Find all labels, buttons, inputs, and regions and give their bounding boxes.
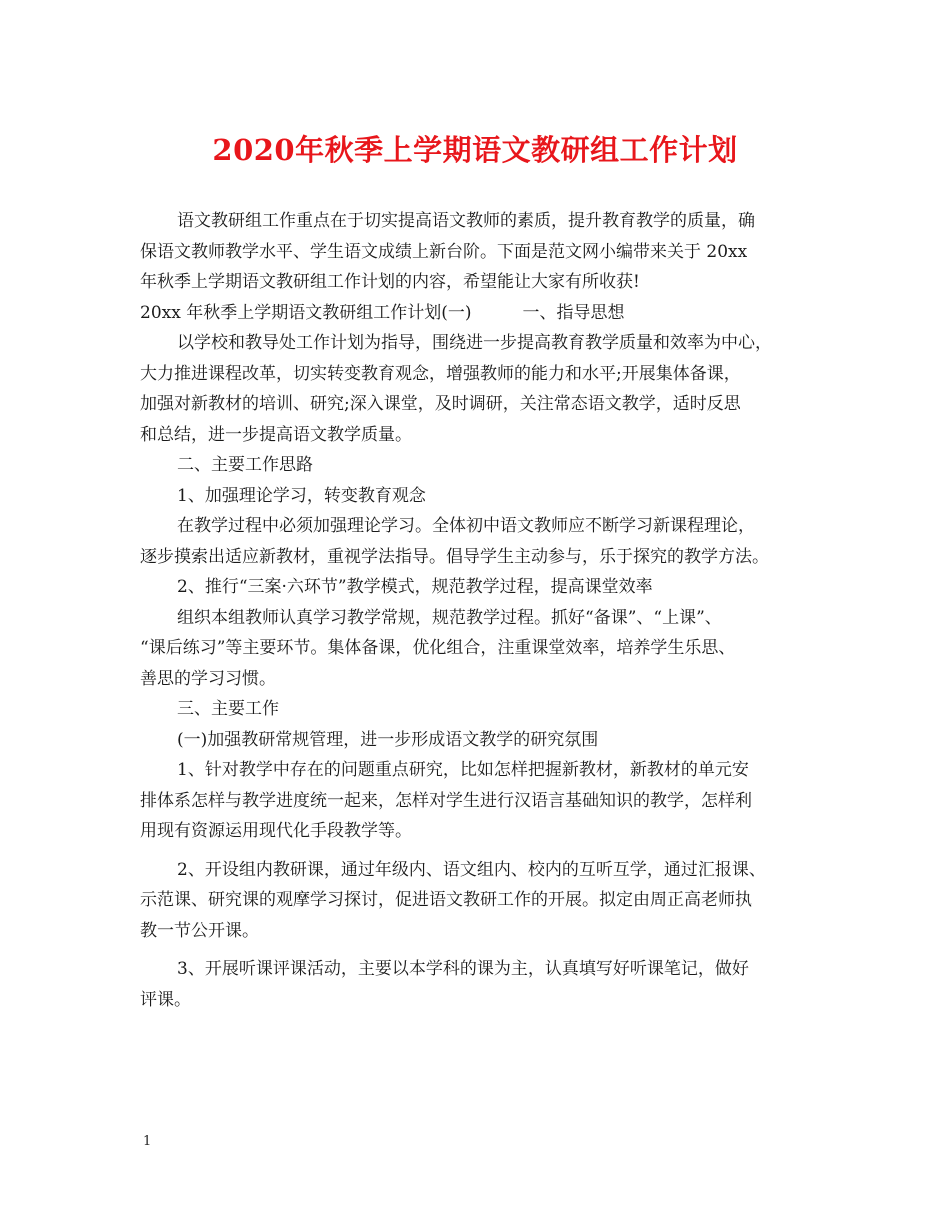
text-line: 3、开展听课评课活动，主要以本学科的课为主，认真填写好听课笔记，做好 <box>177 959 749 979</box>
page-number: 1 <box>143 1134 152 1149</box>
text-line: 评课。 <box>140 989 191 1010</box>
text-line: 20xx 年秋季上学期语文教研组工作计划(一) 一、指导思想 <box>140 302 625 323</box>
document-title: 2020年秋季上学期语文教研组工作计划 <box>212 133 738 167</box>
text-line: 2、开设组内教研课，通过年级内、语文组内、校内的互听互学，通过汇报课、 <box>177 859 766 880</box>
text-line: 示范课、研究课的观摩学习探讨，促进语文教研工作的开展。拟定由周正高老师执 <box>140 890 752 910</box>
text-line: 1、加强理论学习，转变教育观念 <box>177 485 426 506</box>
text-line: (一)加强教研常规管理，进一步形成语文教学的研究氛围 <box>177 729 599 750</box>
text-line: 善思的学习习惯。 <box>140 668 276 689</box>
text-line: 语文教研组工作重点在于切实提高语文教师的素质，提升教育教学的质量，确 <box>177 211 755 231</box>
text-line: 组织本组教师认真学习教学常规，规范教学过程。抓好“备课”、“上课”、 <box>177 607 722 628</box>
text-line: “课后练习”等主要环节。集体备课，优化组合，注重课堂效率，培养学生乐思、 <box>140 638 736 658</box>
text-line: 排体系怎样与教学进度统一起来，怎样对学生进行汉语言基础知识的教学，怎样利 <box>140 790 752 811</box>
text-line: 以学校和教导处工作计划为指导，围绕进一步提高教育教学质量和效率为中心， <box>177 333 772 353</box>
text-line: 用现有资源运用现代化手段教学等。 <box>140 821 412 841</box>
text-line: 教一节公开课。 <box>140 920 259 941</box>
text-line: 和总结，进一步提高语文教学质量。 <box>140 424 412 445</box>
text-line: 加强对新教材的培训、研究;深入课堂，及时调研，关注常态语文教学，适时反思 <box>140 394 741 414</box>
text-line: 1、针对教学中存在的问题重点研究，比如怎样把握新教材，新教材的单元安 <box>177 760 749 780</box>
text-line: 逐步摸索出适应新教材，重视学法指导。倡导学生主动参与，乐于探究的教学方法。 <box>140 546 769 567</box>
text-line: 年秋季上学期语文教研组工作计划的内容，希望能让大家有所收获! <box>140 272 640 292</box>
text-line: 2、推行“三案·六环节”教学模式，规范教学过程，提高课堂效率 <box>177 577 653 597</box>
text-line: 大力推进课程改革，切实转变教育观念，增强教师的能力和水平;开展集体备课， <box>140 363 741 384</box>
text-line: 在教学过程中必须加强理论学习。全体初中语文教师应不断学习新课程理论， <box>177 516 755 536</box>
text-line: 二、主要工作思路 <box>177 455 313 475</box>
text-line: 保语文教师教学水平、学生语文成绩上新台阶。下面是范文网小编带来关于 20xx <box>140 241 748 262</box>
text-line: 三、主要工作 <box>177 699 279 719</box>
